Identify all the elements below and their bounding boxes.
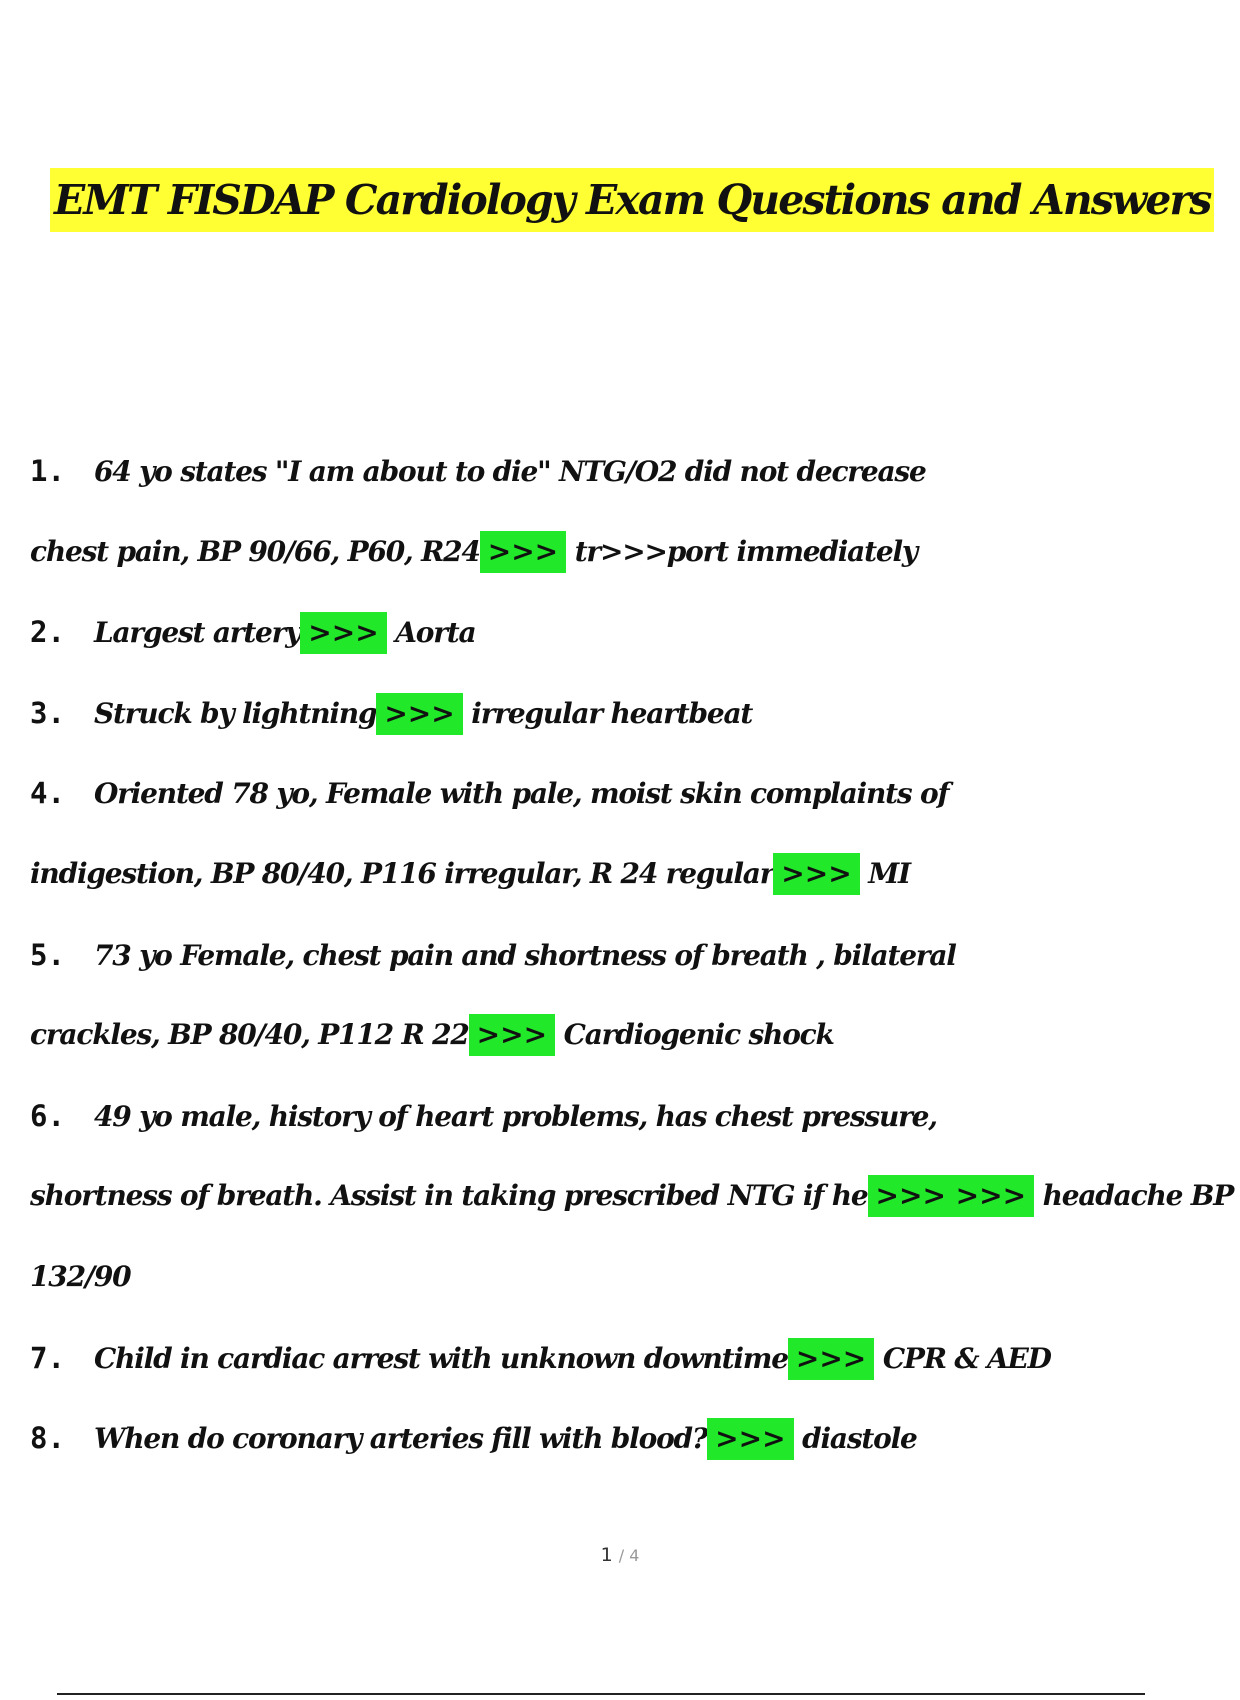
- answer-text: irregular heartbeat: [471, 696, 753, 730]
- question-text: indigestion, BP 80/40, P116 irregular, R 24 regular: [30, 856, 774, 890]
- question-number: 1.: [30, 454, 65, 488]
- answer-separator-highlight: >>>: [469, 1014, 555, 1056]
- answer-text: tr>>>port immediately: [574, 534, 917, 568]
- question-number: 5.: [30, 937, 65, 972]
- question-8: [30, 1407, 1180, 1488]
- question-6-line-1: [30, 1085, 1180, 1166]
- current-page-number: 1: [600, 1544, 613, 1566]
- answer-separator-highlight: >>>: [480, 531, 566, 573]
- question-4-line-1: [30, 762, 1180, 843]
- question-text: Struck by lightning: [94, 696, 377, 730]
- answer-separator-highlight: >>>: [376, 693, 462, 735]
- question-text: Child in cardiac arrest with unknown downtime: [94, 1341, 788, 1375]
- answer-text: diastole: [802, 1422, 917, 1456]
- answer-text: 132/90: [30, 1259, 131, 1293]
- question-number: 6.: [30, 1098, 65, 1133]
- question-text: When do coronary arteries fill with blood?: [94, 1422, 708, 1456]
- question-text: 73 yo Female, chest pain and shortness of breath , bilateral: [94, 938, 956, 972]
- answer-separator-highlight: >>> >>>: [868, 1175, 1035, 1217]
- question-text: Largest artery: [94, 616, 301, 650]
- question-3: [30, 682, 1180, 763]
- question-5-line-1: [30, 924, 1180, 1005]
- page-divider: [57, 1693, 1145, 1695]
- question-number: 3.: [30, 695, 65, 730]
- answer-text: CPR & AED: [882, 1341, 1051, 1375]
- question-text: Oriented 78 yo, Female with pale, moist skin complaints of: [94, 777, 949, 811]
- question-1-line-1: [30, 440, 1180, 521]
- question-4-line-2: [30, 843, 1180, 924]
- question-2: [30, 601, 1180, 682]
- question-list: [30, 440, 1234, 1488]
- question-text: 49 yo male, history of heart problems, has chest pressure,: [94, 1099, 937, 1133]
- answer-text: Aorta: [395, 616, 476, 650]
- question-text: shortness of breath. Assist in taking prescribed NTG if he: [30, 1179, 868, 1213]
- answer-text: headache BP: [1042, 1179, 1234, 1213]
- question-1-line-2: [30, 521, 1180, 602]
- answer-separator-highlight: >>>: [788, 1338, 874, 1380]
- question-text: crackles, BP 80/40, P112 R 22: [30, 1018, 469, 1052]
- document-title: EMT FISDAP Cardiology Exam Questions and Answers: [50, 168, 1214, 232]
- question-6-line-2: [30, 1165, 1234, 1246]
- question-text: 64 yo states "I am about to die" NTG/O2 did not decrease: [94, 455, 926, 488]
- answer-separator-highlight: >>>: [773, 853, 859, 895]
- answer-separator-highlight: >>>: [300, 612, 386, 654]
- answer-separator-highlight: >>>: [707, 1418, 793, 1460]
- page-indicator: [0, 1544, 1240, 1566]
- question-7: [30, 1327, 1180, 1408]
- question-number: 4.: [30, 776, 65, 811]
- question-number: 8.: [30, 1421, 65, 1456]
- answer-text: MI: [868, 856, 910, 890]
- question-5-line-2: [30, 1004, 1180, 1085]
- question-6-line-3: [30, 1246, 1180, 1327]
- total-pages: / 4: [618, 1546, 640, 1565]
- answer-text: Cardiogenic shock: [563, 1018, 834, 1052]
- question-number: 2.: [30, 615, 65, 650]
- question-text: chest pain, BP 90/66, P60, R24: [30, 534, 480, 568]
- question-number: 7.: [30, 1340, 65, 1375]
